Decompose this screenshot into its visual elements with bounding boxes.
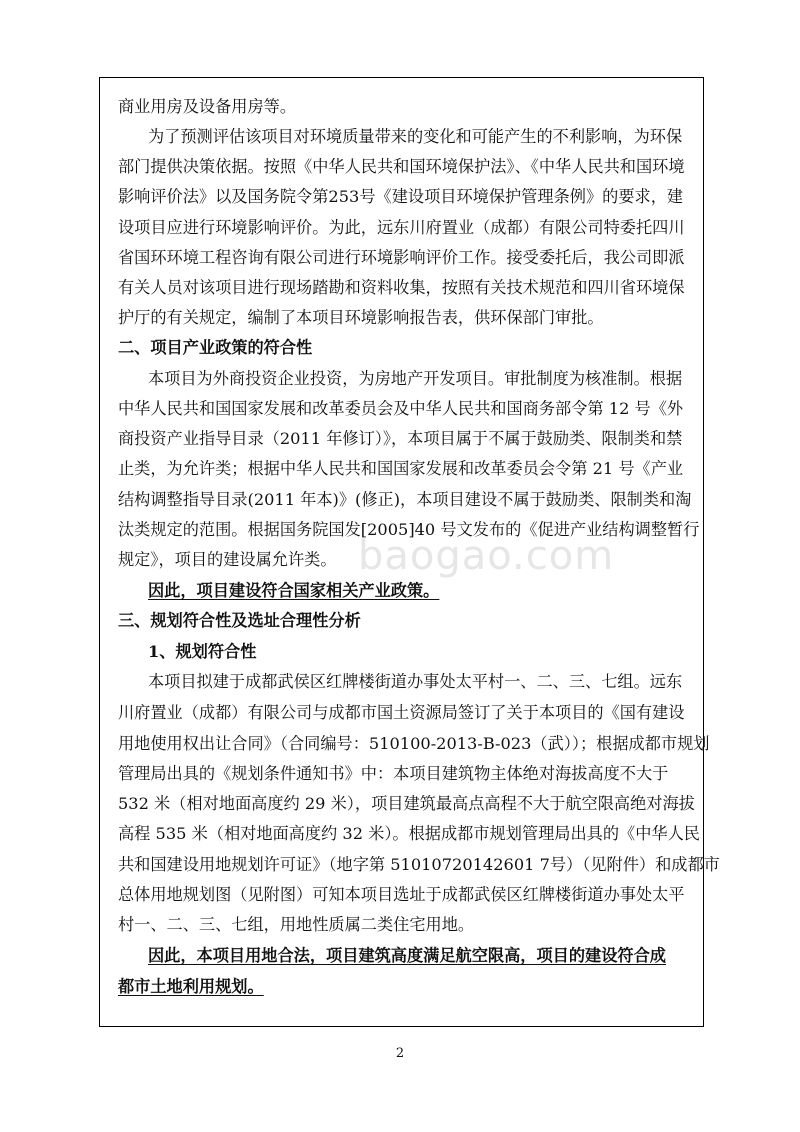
text-line: 商业用房及设备用房等。 — [118, 97, 297, 116]
section-heading: 二、项目产业政策的符合性 — [118, 338, 313, 357]
page-number: 2 — [395, 1046, 405, 1061]
text-line: 村一、二、三、七组，用地性质属二类住宅用地。 — [118, 915, 475, 934]
text-line: 中华人民共和国国家发展和改革委员会及中华人民共和国商务部令第 12 号《外 — [118, 399, 684, 418]
text-line: 结构调整指导目录(2011 年本)》(修正)，本项目建设不属于鼓励类、限制类和淘 — [118, 490, 692, 509]
text-line: 商投资产业指导目录（2011 年修订）》，本项目属于不属于鼓励类、限制类和禁 — [118, 429, 683, 448]
text-line: 有关人员对该项目进行现场踏勘和资料收集，按照有关技术规范和四川省环境保 — [118, 278, 685, 297]
text-line: 管理局出具的《规划条件通知书》中：本项目建筑物主体绝对海拔高度不大于 — [118, 764, 669, 783]
text-line: 部门提供决策依据。按照《中华人民共和国环境保护法》、《中华人民共和国环境 — [118, 157, 685, 176]
conclusion-line: 因此，项目建设符合国家相关产业政策。 — [148, 581, 440, 600]
paragraph-start: 为了预测评估该项目对环境质量带来的变化和可能产生的不利影响，为环保 — [148, 127, 683, 146]
text-line: 护厅的有关规定，编制了本项目环境影响报告表，供环保部门审批。 — [118, 308, 604, 327]
conclusion-line: 都市土地利用规划。 — [118, 977, 264, 996]
text-line: 共和国建设用地规划许可证》（地字第 51010720142601 7号）（见附件）和成都市 — [118, 855, 720, 874]
watermark: baogao.com — [358, 533, 615, 579]
conclusion-line: 因此，本项目用地合法，项目建筑高度满足航空限高，项目的建设符合成 — [148, 946, 666, 965]
text-line: 规定》，项目的建设属允许类。 — [118, 550, 337, 569]
paragraph-start: 本项目拟建于成都武侯区红牌楼街道办事处太平村一、二、三、七组。远东 — [148, 672, 683, 691]
text-line: 影响评价法》以及国务院令第253号《建设项目环境保护管理条例》的要求，建 — [118, 187, 684, 206]
text-line: 总体用地规划图（见附图）可知本项目选址于成都武侯区红牌楼街道办事处太平 — [118, 885, 685, 904]
text-line: 川府置业（成都）有限公司与成都市国土资源局签订了关于本项目的《国有建设 — [118, 703, 685, 722]
subsection-heading: 1、规划符合性 — [148, 642, 257, 661]
text-line: 532 米（相对地面高度约 29 米），项目建筑最高点高程不大于航空限高绝对海拔 — [118, 794, 695, 813]
section-heading: 三、规划符合性及选址合理性分析 — [118, 611, 361, 630]
text-line: 用地使用权出让合同》（合同编号：510100-2013-B-023（武））；根据成都市规划 — [118, 734, 710, 753]
text-line: 省国环环境工程咨询有限公司进行环境影响评价工作。接受委托后，我公司即派 — [118, 248, 685, 267]
text-line: 汰类规定的范围。根据国务院国发[2005]40 号文发布的《促进产业结构调整暂行 — [118, 520, 700, 539]
paragraph-start: 本项目为外商投资企业投资，为房地产开发项目。审批制度为核准制。根据 — [148, 369, 683, 388]
text-line: 设项目应进行环境影响评价。为此，远东川府置业（成都）有限公司特委托四川 — [118, 218, 685, 237]
text-line: 止类，为允许类；根据中华人民共和国国家发展和改革委员会令第 21 号《产业 — [118, 459, 684, 478]
text-line: 高程 535 米（相对地面高度约 32 米）。根据成都市规划管理局出具的《中华人民 — [118, 824, 700, 843]
